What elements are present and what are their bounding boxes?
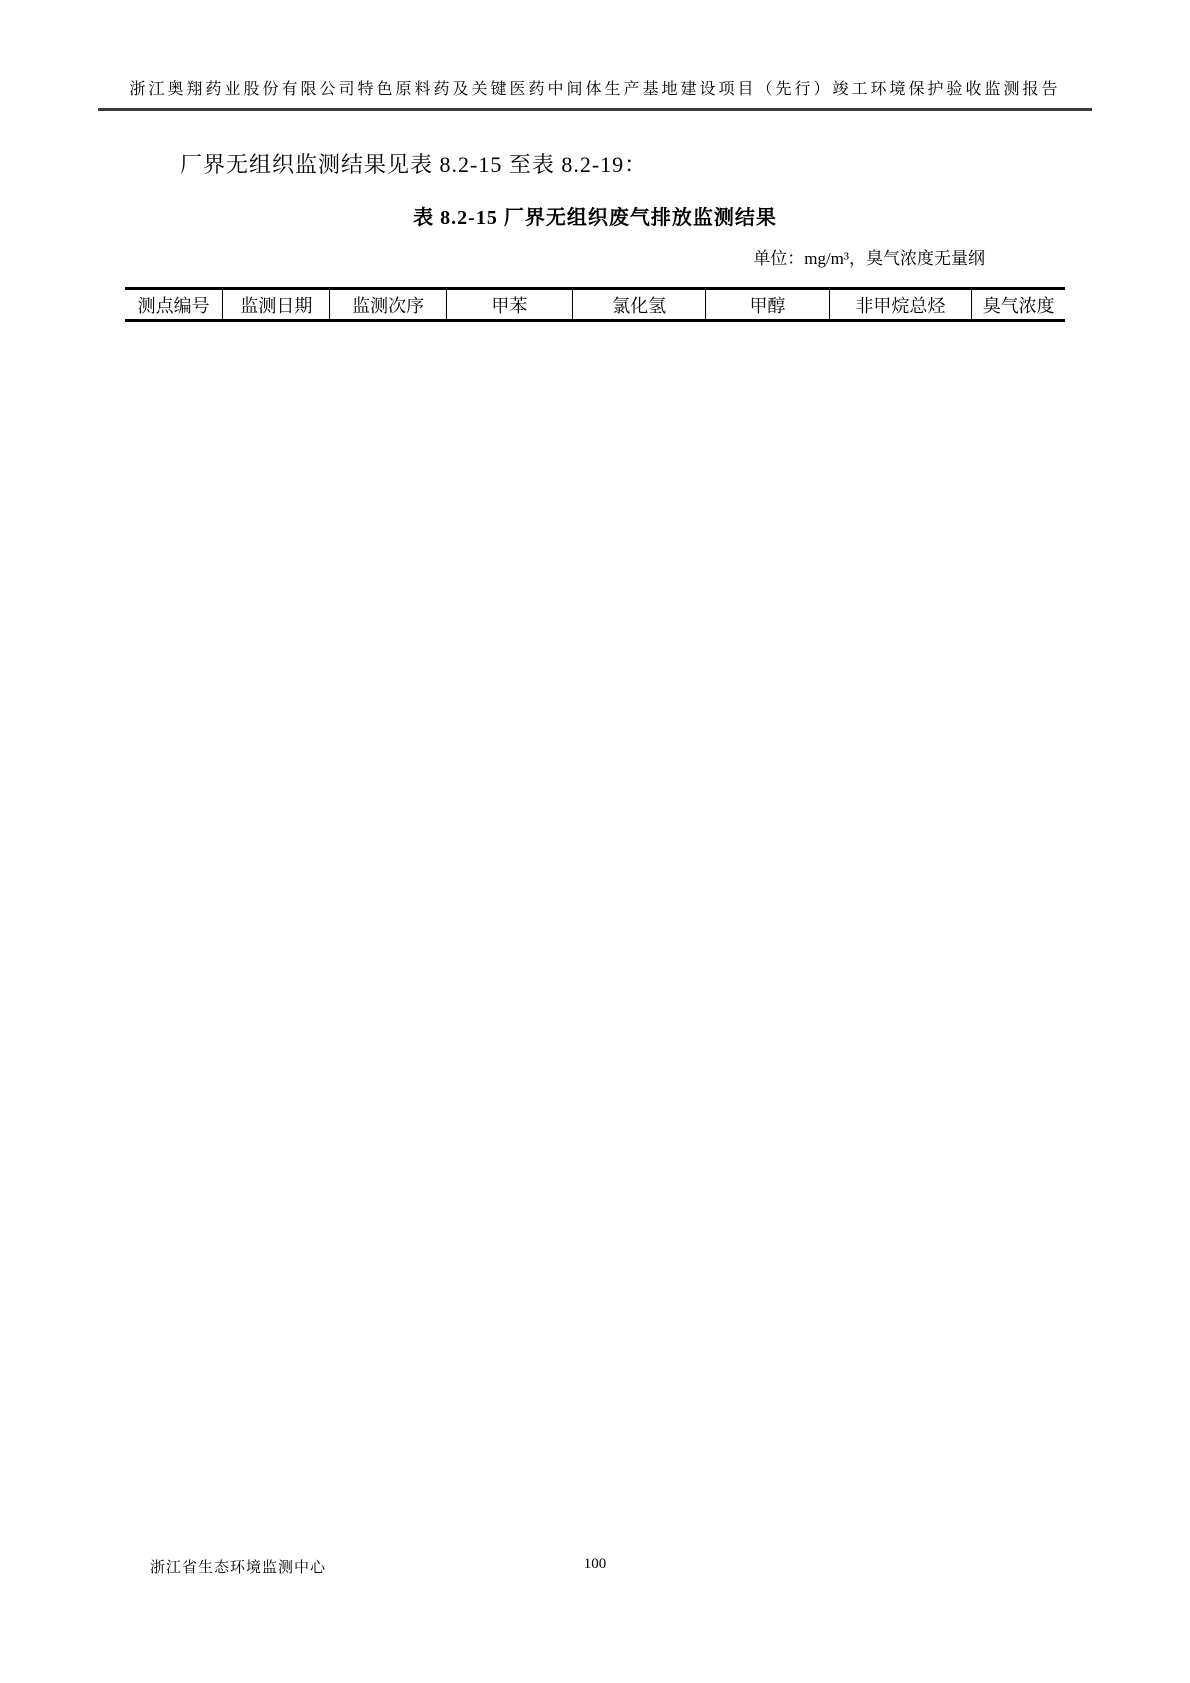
page-footer xyxy=(0,1556,1190,1576)
column-header: 监测次序 xyxy=(330,289,447,321)
column-header: 氯化氢 xyxy=(572,289,705,321)
column-header: 测点编号 xyxy=(125,289,223,321)
table-header-row xyxy=(125,289,1065,321)
page-number: 100 xyxy=(583,1556,607,1572)
monitoring-table xyxy=(125,287,1065,322)
column-header: 臭气浓度 xyxy=(972,289,1065,321)
table-title: 表 8.2-15 厂界无组织废气排放监测结果 xyxy=(413,207,777,229)
column-header: 甲苯 xyxy=(446,289,572,321)
page-content xyxy=(125,148,1065,322)
unit-note: 单位：mg/m³，臭气浓度无量纲 xyxy=(753,249,985,268)
page-header-title: 浙江奥翔药业股份有限公司特色原料药及关键医药中间体生产基地建设项目（先行）竣工环境保护验收监测报告 xyxy=(98,0,1092,111)
intro-paragraph: 厂界无组织监测结果见表 8.2-15 至表 8.2-19： xyxy=(180,152,648,177)
column-header: 监测日期 xyxy=(223,289,330,321)
column-header: 甲醇 xyxy=(706,289,829,321)
footer-organization: 浙江省生态环境监测中心 xyxy=(150,1560,327,1576)
column-header: 非甲烷总烃 xyxy=(829,289,972,321)
